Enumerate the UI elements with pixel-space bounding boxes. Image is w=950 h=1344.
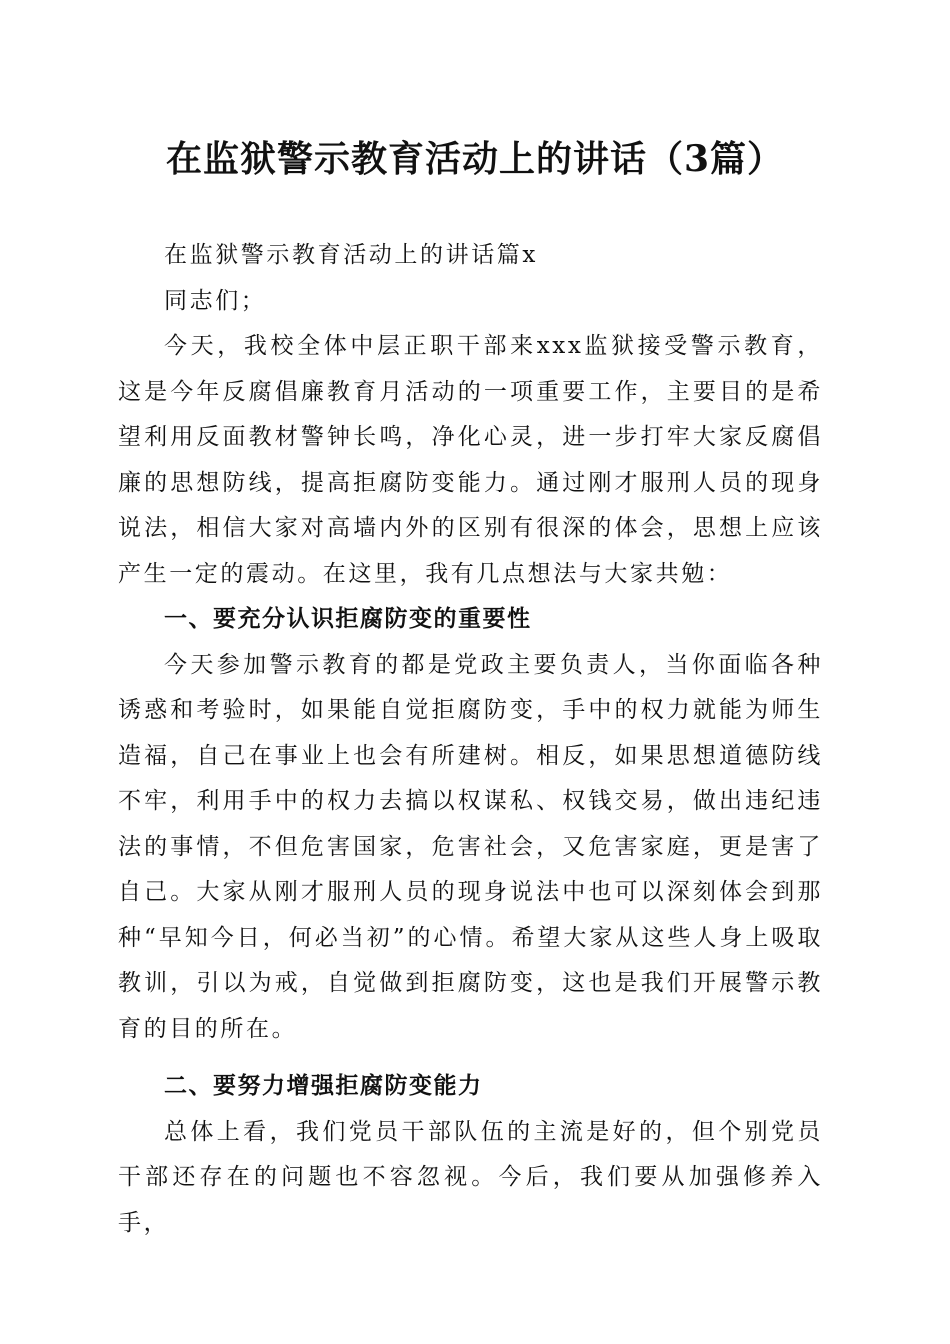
section-paragraph-1: 今天参加警示教育的都是党政主要负责人，当你面临各种诱惑和考验时，如果能自觉拒腐防变，手中的权力就能为师生造福，自己在事业上也会有所建树。相反，如果思想道德防线不牢，利用手中的权力去搞以权谋私、权钱交易，做出违纪违法的事情，不但危害国家，危害社会，又危害家庭，更是害了自己。大家从刚才服刑人员的现身说法中也可以深刻体会到那种“早知今日，何必当初”的心情。希望大家从这些人身上吸取教训，引以为戒，自觉做到拒腐防变，这也是我们开展警示教育的目的所在。	[118, 651, 823, 1042]
section-paragraph-2: 总体上看，我们党员干部队伍的主流是好的，但个别党员干部还存在的问题也不容忽视。今后，我们要从加强修养入手，	[118, 1118, 823, 1236]
salutation: 同志们；	[164, 287, 267, 314]
document-body	[118, 233, 823, 1246]
section-heading-2: 二、要努力增强拒腐防变能力	[164, 1073, 483, 1099]
speech-subtitle: 在监狱警示教育活动上的讲话篇x	[164, 242, 538, 268]
section-heading-1: 一、要充分认识拒腐防变的重要性	[164, 606, 532, 632]
document-title: 在监狱警示教育活动上的讲话（3篇）	[165, 138, 785, 180]
intro-paragraph: 今天，我校全体中层正职干部来xxx监狱接受警示教育，这是今年反腐倡廉教育月活动的一项重要工作，主要目的是希望利用反面教材警钟长鸣，净化心灵，进一步打牢大家反腐倡廉的思想防线，提高拒腐防变能力。通过刚才服刑人员的现身说法，相信大家对高墙内外的区别有很深的体会，思想上应该产生一定的震动。在这里，我有几点想法与大家共勉：	[118, 333, 823, 587]
